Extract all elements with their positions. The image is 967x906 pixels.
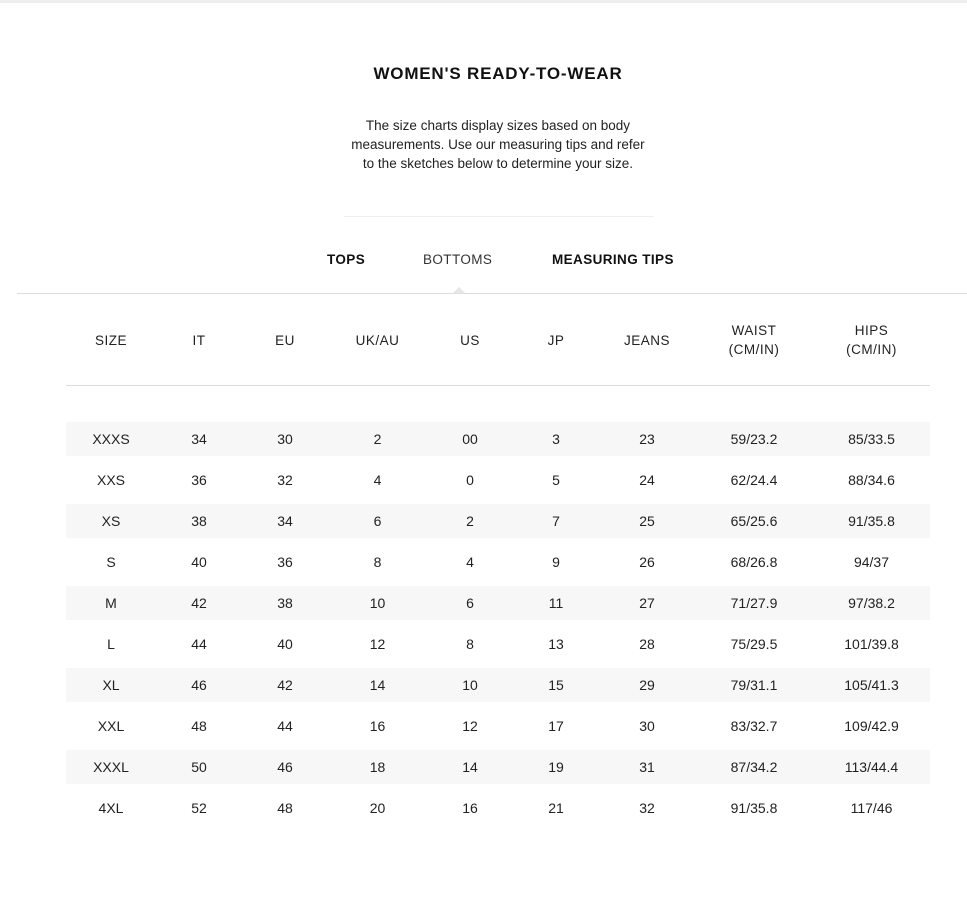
tab-tops[interactable]: TOPS <box>327 252 366 267</box>
cell-hips: 101/39.8 <box>813 624 930 665</box>
cell-us: 16 <box>427 788 513 829</box>
column-header-eu: EU <box>242 295 328 386</box>
intro-divider <box>344 216 654 217</box>
cell-it: 36 <box>156 460 242 501</box>
cell-waist: 59/23.2 <box>695 422 813 460</box>
column-header-jeans: JEANS <box>599 295 695 386</box>
cell-us: 8 <box>427 624 513 665</box>
cell-us: 12 <box>427 706 513 747</box>
cell-size: XXL <box>66 706 156 747</box>
cell-uk-au: 2 <box>328 422 427 460</box>
tabs-divider <box>17 293 967 294</box>
page-title: WOMEN'S READY-TO-WEAR <box>373 64 623 83</box>
cell-us: 4 <box>427 542 513 583</box>
cell-uk-au: 4 <box>328 460 427 501</box>
cell-hips: 91/35.8 <box>813 501 930 542</box>
cell-eu: 42 <box>242 665 328 706</box>
cell-size: 4XL <box>66 788 156 829</box>
cell-it: 46 <box>156 665 242 706</box>
table-row <box>66 583 930 624</box>
cell-size: XL <box>66 665 156 706</box>
cell-it: 42 <box>156 583 242 624</box>
cell-eu: 36 <box>242 542 328 583</box>
column-header-waist <box>695 295 813 386</box>
cell-it: 48 <box>156 706 242 747</box>
cell-jeans: 23 <box>599 422 695 460</box>
column-header-size: SIZE <box>66 295 156 386</box>
table-row <box>66 422 930 460</box>
cell-uk-au: 12 <box>328 624 427 665</box>
table-header-row <box>66 295 930 386</box>
cell-us: 10 <box>427 665 513 706</box>
size-chart-table <box>66 295 930 832</box>
cell-size: L <box>66 624 156 665</box>
size-chart-tabs <box>0 252 967 282</box>
intro-text: The size charts display sizes based on body measurements. Use our measuring tips and refer to the sketches below to determine your size. <box>351 118 645 172</box>
cell-jeans: 27 <box>599 583 695 624</box>
cell-it: 44 <box>156 624 242 665</box>
cell-jp: 5 <box>513 460 599 501</box>
cell-jp: 13 <box>513 624 599 665</box>
table-row <box>66 788 930 829</box>
cell-uk-au: 20 <box>328 788 427 829</box>
size-rows <box>66 422 930 829</box>
cell-hips: 94/37 <box>813 542 930 583</box>
cell-it: 50 <box>156 747 242 788</box>
cell-jeans: 26 <box>599 542 695 583</box>
cell-jeans: 32 <box>599 788 695 829</box>
cell-jeans: 31 <box>599 747 695 788</box>
column-header-it: IT <box>156 295 242 386</box>
cell-eu: 32 <box>242 460 328 501</box>
table-row <box>66 460 930 501</box>
column-header-waist-label: WAIST <box>731 323 777 338</box>
cell-waist: 62/24.4 <box>695 460 813 501</box>
cell-jeans: 30 <box>599 706 695 747</box>
cell-size: XXXS <box>66 422 156 460</box>
table-row <box>66 542 930 583</box>
cell-waist: 83/32.7 <box>695 706 813 747</box>
column-header-hips-unit: (CM/IN) <box>846 342 897 357</box>
cell-jp: 17 <box>513 706 599 747</box>
cell-size: S <box>66 542 156 583</box>
cell-jeans: 25 <box>599 501 695 542</box>
cell-eu: 48 <box>242 788 328 829</box>
cell-us: 00 <box>427 422 513 460</box>
cell-hips: 85/33.5 <box>813 422 930 460</box>
cell-waist: 87/34.2 <box>695 747 813 788</box>
cell-size: XXS <box>66 460 156 501</box>
cell-jp: 9 <box>513 542 599 583</box>
top-strip <box>0 0 967 3</box>
column-header-jp: JP <box>513 295 599 386</box>
cell-uk-au: 18 <box>328 747 427 788</box>
cell-us: 14 <box>427 747 513 788</box>
cell-jp: 7 <box>513 501 599 542</box>
cell-eu: 40 <box>242 624 328 665</box>
tab-bottoms[interactable]: BOTTOMS <box>423 252 493 267</box>
table-row <box>66 624 930 665</box>
cell-size: XXXL <box>66 747 156 788</box>
cell-eu: 44 <box>242 706 328 747</box>
cell-uk-au: 8 <box>328 542 427 583</box>
cell-eu: 34 <box>242 501 328 542</box>
table-row <box>66 501 930 542</box>
cell-waist: 79/31.1 <box>695 665 813 706</box>
cell-hips: 97/38.2 <box>813 583 930 624</box>
cell-uk-au: 6 <box>328 501 427 542</box>
cell-uk-au: 10 <box>328 583 427 624</box>
cell-eu: 46 <box>242 747 328 788</box>
column-header-waist-unit: (CM/IN) <box>728 342 780 357</box>
cell-us: 6 <box>427 583 513 624</box>
cell-waist: 65/25.6 <box>695 501 813 542</box>
cell-it: 40 <box>156 542 242 583</box>
cell-uk-au: 14 <box>328 665 427 706</box>
cell-hips: 113/44.4 <box>813 747 930 788</box>
cell-jeans: 28 <box>599 624 695 665</box>
cell-hips: 105/41.3 <box>813 665 930 706</box>
cell-it: 38 <box>156 501 242 542</box>
cell-it: 52 <box>156 788 242 829</box>
cell-jeans: 24 <box>599 460 695 501</box>
cell-waist: 75/29.5 <box>695 624 813 665</box>
cell-waist: 68/26.8 <box>695 542 813 583</box>
active-tab-caret-icon <box>453 287 465 293</box>
cell-jp: 11 <box>513 583 599 624</box>
cell-jp: 15 <box>513 665 599 706</box>
cell-size: XS <box>66 501 156 542</box>
tab-measuring-tips[interactable]: MEASURING TIPS <box>552 252 674 267</box>
column-header-us: US <box>427 295 513 386</box>
table-row <box>66 665 930 706</box>
cell-us: 0 <box>427 460 513 501</box>
cell-jp: 19 <box>513 747 599 788</box>
cell-us: 2 <box>427 501 513 542</box>
cell-uk-au: 16 <box>328 706 427 747</box>
table-row <box>66 747 930 788</box>
cell-waist: 71/27.9 <box>695 583 813 624</box>
cell-it: 34 <box>156 422 242 460</box>
cell-hips: 117/46 <box>813 788 930 829</box>
table-spacer <box>66 386 930 423</box>
cell-jp: 3 <box>513 422 599 460</box>
column-header-uk-au: UK/AU <box>328 295 427 386</box>
table-row <box>66 706 930 747</box>
cell-jeans: 29 <box>599 665 695 706</box>
column-header-hips <box>813 295 930 386</box>
cell-hips: 109/42.9 <box>813 706 930 747</box>
cell-hips: 88/34.6 <box>813 460 930 501</box>
cell-jp: 21 <box>513 788 599 829</box>
cell-waist: 91/35.8 <box>695 788 813 829</box>
cell-size: M <box>66 583 156 624</box>
cell-eu: 30 <box>242 422 328 460</box>
cell-eu: 38 <box>242 583 328 624</box>
column-header-hips-label: HIPS <box>854 323 889 338</box>
